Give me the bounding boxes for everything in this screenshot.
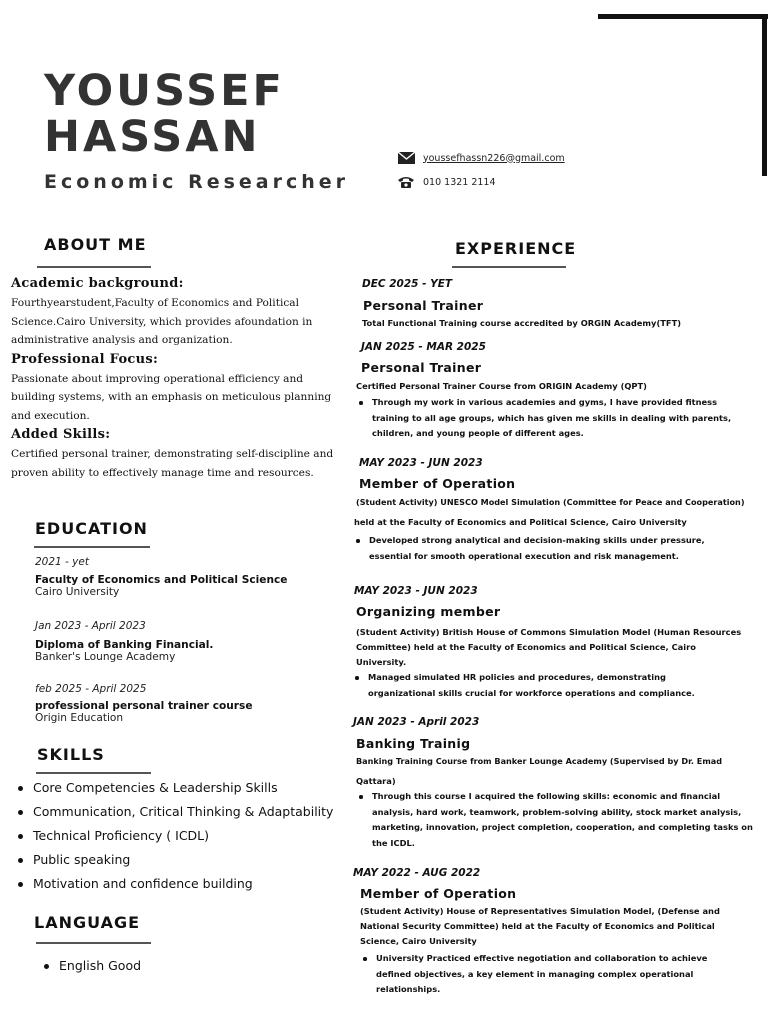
envelope-icon	[397, 151, 415, 165]
education-degree: professional personal trainer course	[35, 700, 253, 712]
experience-detail: (Student Activity) House of Representatives Simulation Model, (Defense and National Security Committee) held at the Faculty of Economics and Political Science, Cairo University	[360, 906, 720, 946]
experience-detail-continued: Qattara)	[356, 776, 396, 786]
focus-text: Passionate about improving operational efficiency and building systems, with an emphasis on meticulous planning and execution.	[11, 372, 332, 422]
experience-heading: EXPERIENCE	[455, 239, 577, 258]
about-section	[11, 276, 346, 484]
experience-underline	[452, 266, 566, 268]
contact-phone	[397, 175, 496, 189]
list-item: Managed simulated HR policies and procedures, demonstrating organizational skills crucial for workforce operations and compliance.	[354, 670, 734, 701]
list-item: Public speaking	[17, 852, 333, 876]
experience-role: Personal Trainer	[361, 360, 482, 375]
telephone-icon	[397, 175, 415, 189]
contact-email[interactable]	[397, 151, 565, 165]
phone-number: 010 1321 2114	[423, 176, 496, 188]
name-first: YOUSSEF	[44, 66, 285, 116]
education-item	[35, 620, 345, 663]
experience-date: JAN 2023 - April 2023	[353, 716, 480, 728]
education-institution: Banker's Lounge Academy	[35, 651, 176, 663]
experience-role: Member of Operation	[359, 476, 516, 491]
education-degree: Faculty of Economics and Political Science	[35, 574, 288, 586]
job-title: Economic Researcher	[44, 171, 350, 193]
academic-text: Fourthyearstudent,Faculty of Economics and Political Science.Cairo University, which provides afoundation in administrative analysis and organization.	[11, 297, 313, 346]
experience-bullets	[355, 533, 735, 564]
about-underline	[37, 266, 151, 268]
language-underline	[36, 942, 151, 944]
list-item: Developed strong analytical and decision-making skills under pressure, essential for smooth operational execution and risk management.	[355, 533, 735, 564]
corner-line-vertical	[762, 14, 767, 176]
experience-date: MAY 2023 - JUN 2023	[354, 585, 478, 597]
added-skills-heading: Added Skills:	[11, 427, 111, 442]
experience-role: Member of Operation	[360, 886, 517, 901]
experience-role: Organizing member	[356, 604, 501, 619]
language-heading: LANGUAGE	[34, 913, 141, 932]
experience-detail: Certified Personal Trainer Course from ORIGIN Academy (QPT)	[356, 381, 647, 391]
experience-bullets	[354, 670, 734, 701]
education-date: feb 2025 - April 2025	[35, 683, 147, 695]
education-institution: Origin Education	[35, 712, 124, 724]
name-last: HASSAN	[44, 112, 261, 162]
skills-underline	[36, 772, 151, 774]
experience-date: JAN 2025 - MAR 2025	[361, 341, 486, 353]
experience-date: DEC 2025 - YET	[362, 278, 453, 290]
education-date: 2021 - yet	[35, 556, 89, 568]
language-list	[43, 958, 141, 973]
list-item: Technical Proficiency ( ICDL)	[17, 828, 333, 852]
experience-detail: (Student Activity) British House of Commons Simulation Model (Human Resources Committee) held at the Faculty of Economics and Political Science, Cairo University.	[356, 627, 742, 667]
experience-role: Personal Trainer	[363, 298, 484, 313]
experience-detail: Banking Training Course from Banker Lounge Academy (Supervised by Dr. Emad	[356, 756, 723, 766]
candidate-name	[44, 68, 285, 160]
experience-date: MAY 2022 - AUG 2022	[353, 867, 481, 879]
focus-heading: Professional Focus:	[11, 351, 159, 367]
education-institution: Cairo University	[35, 586, 120, 598]
academic-heading: Academic background:	[11, 276, 184, 291]
education-heading: EDUCATION	[35, 519, 148, 538]
experience-role: Banking Trainig	[356, 736, 471, 751]
education-item	[35, 683, 345, 724]
about-heading: ABOUT ME	[44, 235, 147, 254]
skills-list	[17, 780, 333, 900]
experience-bullets	[362, 951, 742, 998]
education-item	[35, 556, 345, 598]
email-link[interactable]: youssefhassn226@gmail.com	[423, 152, 565, 164]
education-date: Jan 2023 - April 2023	[35, 620, 146, 632]
experience-bullets	[358, 395, 744, 442]
added-skills-text: Certified personal trainer, demonstrating self-discipline and proven ability to effectively manage time and resources.	[11, 448, 334, 479]
list-item: Through this course I acquired the following skills: economic and financial analysis, hard work, teamwork, problem-solving ability, stock market analysis, marketing, innovation, project completion, cooperation, and completing tasks on the ICDL.	[358, 789, 763, 851]
experience-detail: (Student Activity) UNESCO Model Simulation (Committee for Peace and Cooperation)	[356, 497, 745, 507]
list-item: University Practiced effective negotiation and collaboration to achieve defined objectives, a key element in managing complex operational relationships.	[362, 951, 742, 998]
experience-bullets	[358, 789, 763, 851]
list-item: Motivation and confidence building	[17, 876, 333, 900]
experience-detail: Total Functional Training course accredited by ORGIN Academy(TFT)	[362, 318, 682, 328]
list-item: Through my work in various academies and gyms, I have provided fitness training to all age groups, which has given me skills in dealing with parents, children, and young people of different ages.	[358, 395, 744, 442]
experience-date: MAY 2023 - JUN 2023	[359, 457, 483, 469]
education-underline	[34, 546, 150, 548]
corner-line-horizontal	[598, 14, 768, 19]
experience-detail-continued: held at the Faculty of Economics and Political Science, Cairo University	[354, 517, 687, 527]
list-item: Core Competencies & Leadership Skills	[17, 780, 333, 804]
education-degree: Diploma of Banking Financial.	[35, 639, 214, 651]
skills-heading: SKILLS	[37, 745, 105, 764]
list-item: English Good	[43, 958, 141, 973]
list-item: Communication, Critical Thinking & Adaptability	[17, 804, 333, 828]
